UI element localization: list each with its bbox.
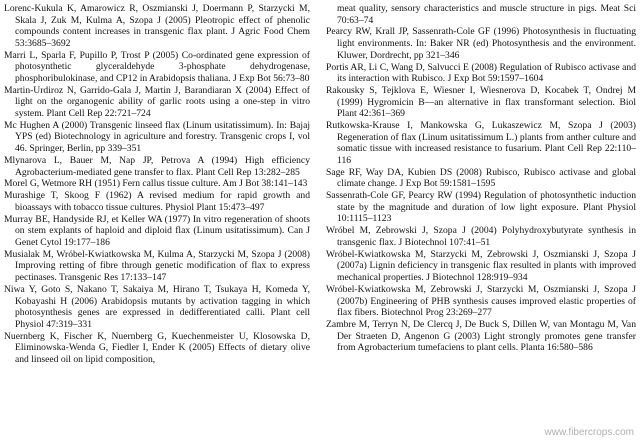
reference-entry: Rakousky S, Tejklova E, Wiesner I, Wiesnerova D, Kocabek T, Ondrej M (1999) Hygromicin B—an alternative in flax transformant selection. Biol Plant 42:361–369 bbox=[326, 85, 636, 120]
reference-entry: Pearcy RW, Krall JP, Sassenrath-Cole GF (1996) Photosynthesis in fluctuating light environments. In: Baker NR (ed) Photosynthesis and the environment. Kluwer, Dordrecht, pp 321–346 bbox=[326, 26, 636, 61]
reference-entry: Wróbel M, Zebrowski J, Szopa J (2004) Polyhydroxybutyrate synthesis in transgenic flax. J Biotechnol 107:41–51 bbox=[326, 225, 636, 248]
reference-column-right bbox=[326, 3, 636, 354]
reference-column-left bbox=[4, 3, 310, 366]
reference-entry: Murashige T, Skoog F (1962) A revised medium for rapid growth and bioassays with tobacco tissue cultures. Physiol Plant 15:473–497 bbox=[4, 190, 310, 213]
reference-entry: Portis AR, Li C, Wang D, Salvucci E (2008) Regulation of Rubisco activase and its interaction with Rubisco. J Exp Bot 59:1597–1604 bbox=[326, 61, 636, 85]
reference-entry: Sassenrath-Cole GF, Pearcy RW (1994) Regulation of photosynthetic induction state by the magnitude and duration of low light exposure. Plant Physiol 10:1115–1123 bbox=[326, 190, 636, 225]
reference-entry: Marri L, Sparla F, Pupillo P, Trost P (2005) Co-ordinated gene expression of photosynthetic glyceraldehyde 3-phosphate dehydrogenase, phosphoribulokinase, and CP12 in Arabidopsis thaliana. J Exp Bot 56:73–80 bbox=[4, 49, 310, 84]
reference-entry: Zambre M, Terryn N, De Clercq J, De Buck S, Dillen W, van Montagu M, Van Der Straeten D, Angenon G (2003) Light strongly promotes gene transfer from Agrobacterium tumefaciens to plant cells. Planta 16:580–586 bbox=[326, 319, 636, 354]
reference-entry: meat quality, sensory characteristics and muscle structure in pigs. Meat Sci 70:63–74 bbox=[337, 3, 636, 26]
reference-entry: Niwa Y, Goto S, Nakano T, Sakaiya M, Hirano T, Tsukaya H, Komeda Y, Kobayashi H (2006) Arabidopsis mutants by activation tagging in which photosynthesis genes are expressed in dedifferentiated calli. Plant cell Physiol 47:319–331 bbox=[4, 283, 310, 330]
reference-entry: Wróbel-Kwiatkowska M, Zebrowski J, Starzycki M, Oszmianski J, Szopa J (2007b) Engineering of PHB synthesis causes improved elastic properties of flax fibers. Biotechnol Prog 23:269–277 bbox=[326, 283, 636, 319]
watermark: www.fibercrops.com bbox=[544, 427, 634, 438]
reference-entry: Martin-Urdiroz N, Garrido-Gala J, Martin J, Barandiaran X (2004) Effect of light on the organogenic ability of garlic roots using a one-step in vitro system. Plant Cell Rep 22:721–724 bbox=[4, 84, 310, 119]
reference-entry: Mlynarova L, Bauer M, Nap JP, Petrova A (1994) High efficiency Agrobacterium-mediated gene transfer to flax. Plant Cell Rep 13:282–285 bbox=[4, 154, 310, 178]
reference-entry: Morel G, Wetmore RH (1951) Fern callus tissue culture. Am J Bot 38:141–143 bbox=[4, 178, 308, 190]
reference-entry: Nuernberg K, Fischer K, Nuernberg G, Kuechenmeister U, Klosowska D, Eliminowska-Wenda G, Fiedler I, Ender K (2005) Effects of dietary olive and linseed oil on lipid composition, bbox=[4, 330, 310, 365]
reference-entry: Sage RF, Way DA, Kubien DS (2008) Rubisco, Rubisco activase and global climate change. J Exp Bot 59:1581–1595 bbox=[326, 166, 636, 190]
reference-entry: Murray BE, Handyside RJ, et Keller WA (1977) In vitro regeneration of shoots on stem explants of haploid and diploid flax (Linum usitatissimum). Can J Genet Cytol 19:177–186 bbox=[4, 213, 310, 248]
reference-entry: Wróbel-Kwiatkowska M, Starzycki M, Zebrowski J, Oszmianski J, Szopa J (2007a) Lignin deficiency in transgenic flax resulted in plants with improved mechanical properties. J Biotechnol 128:919–934 bbox=[326, 248, 636, 284]
reference-entry: Rutkowska-Krause I, Mankowska G, Lukaszewicz M, Szopa J (2003) Regeneration of flax (Linum usitatissimum L.) plants from anther culture and somatic tissue with increased resistance to fusarium. Plant Cell Rep 22:110–116 bbox=[326, 120, 636, 166]
reference-entry: Lorenc-Kukula K, Amarowicz R, Oszmianski J, Doermann P, Starzycki M, Skala J, Zuk M, Kulma A, Szopa J (2005) Pleotropic effect of phenolic compounds content increases in transgenic flax plant. J Agric Food Chem 53:3685–3692 bbox=[4, 3, 310, 49]
reference-entry: Mc Hughen A (2000) Transgenic linseed flax (Linum usitatissimum). In: Bajaj YPS (ed) Biotechnology in agriculture and forestry. Transgenic crops I, vol 46. Springer, Berlin, pp 339–351 bbox=[4, 119, 310, 155]
reference-entry: Musialak M, Wróbel-Kwiatkowska M, Kulma A, Starzycki M, Szopa J (2008) Improving retting of fibre through genetic modification of flax to express pectinases. Transgenic Res 17:133–147 bbox=[4, 248, 310, 284]
